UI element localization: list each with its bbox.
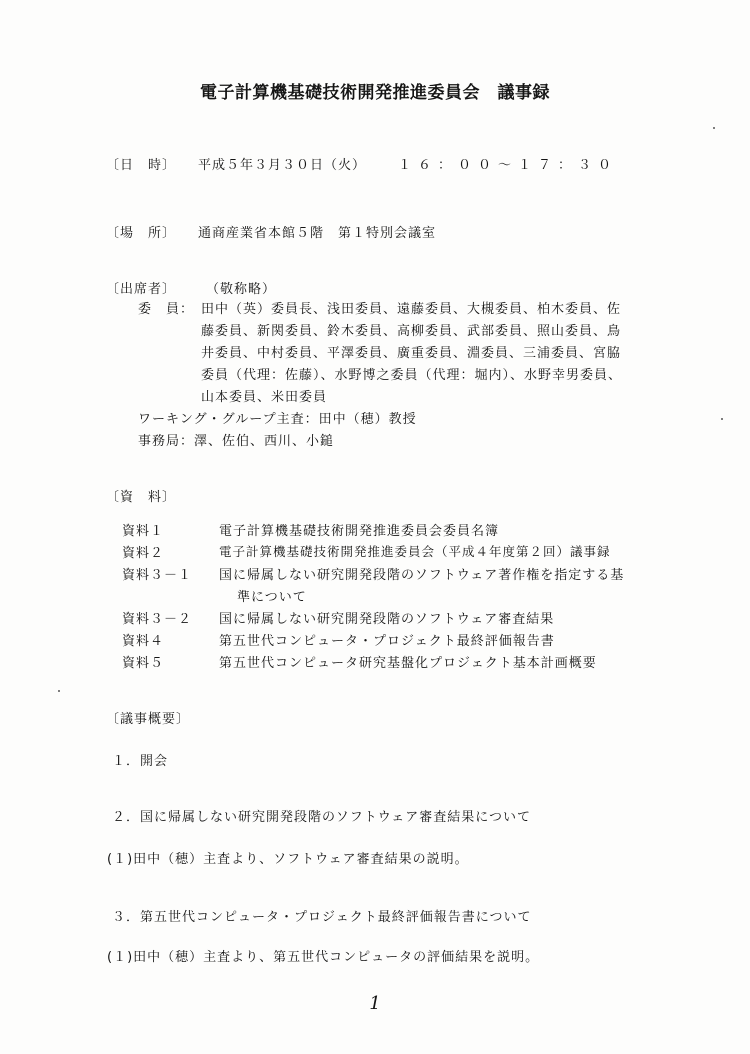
material-text: 電子計算機基礎技術開発推進委員会（平成４年度第２回）議事録 — [219, 544, 611, 559]
scan-speck — [58, 690, 60, 692]
members-line: 委員（代理：佐藤）、水野博之委員（代理：堀内）、水野幸男委員、 — [201, 368, 623, 383]
material-text: 第五世代コンピュータ・プロジェクト最終評価報告書 — [219, 634, 555, 649]
material-id: 資料４ — [122, 634, 165, 649]
summary-item-2-detail: (１)田中（穂）主査より、ソフトウェア審査結果の説明。 — [107, 852, 469, 867]
members-line: 井委員、中村委員、平澤委員、廣重委員、淵委員、三浦委員、宮脇 — [201, 346, 622, 361]
date-label: 〔日 時〕 — [106, 158, 177, 173]
members-line: 藤委員、新関委員、鈴木委員、高柳委員、武部委員、照山委員、鳥 — [201, 324, 622, 339]
summary-item-2: ２．国に帰属しない研究開発段階のソフトウェア審査結果について — [112, 810, 531, 825]
members-line: 山本委員、米田委員 — [201, 390, 328, 405]
scan-speck — [713, 127, 715, 129]
attendees-label: 〔出席者〕 — [106, 282, 177, 297]
material-id: 資料５ — [122, 656, 165, 671]
date-value: 平成５年３月３０日（火） — [198, 158, 367, 173]
time-value: １６：００〜１７：３０ — [398, 158, 619, 173]
scan-speck — [721, 418, 723, 420]
material-id: 資料２ — [122, 546, 165, 561]
members-line: 田中（英）委員長、浅田委員、遠藤委員、大槻委員、柏木委員、佐 — [201, 302, 622, 317]
place-value: 通商産業省本館５階 第１特別会議室 — [198, 226, 437, 241]
summary-item-3-detail: (１)田中（穂）主査より、第五世代コンピュータの評価結果を説明。 — [107, 950, 540, 965]
material-text: 電子計算機基礎技術開発推進委員会委員名簿 — [219, 524, 500, 539]
page-title: 電子計算機基礎技術開発推進委員会 議事録 — [200, 83, 550, 103]
summary-label: 〔議事概要〕 — [106, 712, 191, 727]
page-number: 1 — [369, 993, 381, 1014]
wg-chair-line: ワーキング・グループ主査：田中（穂）教授 — [138, 412, 417, 427]
material-text: 国に帰属しない研究開発段階のソフトウェア著作権を指定する基 — [219, 568, 625, 583]
members-label: 委 員： — [138, 302, 195, 317]
material-text-continued: 準について — [237, 590, 307, 605]
material-id: 資料３－１ — [122, 568, 193, 583]
material-text: 国に帰属しない研究開発段階のソフトウェア審査結果 — [219, 612, 555, 627]
material-id: 資料３－２ — [122, 612, 193, 627]
secretariat-line: 事務局：澤、佐伯、西川、小鎚 — [138, 434, 335, 449]
place-label: 〔場 所〕 — [106, 226, 177, 241]
material-text: 第五世代コンピュータ研究基盤化プロジェクト基本計画概要 — [219, 656, 597, 671]
summary-item-3: ３．第五世代コンピュータ・プロジェクト最終評価報告書について — [112, 910, 532, 925]
material-id: 資料１ — [122, 524, 165, 539]
summary-item-1: １．開会 — [112, 754, 169, 769]
materials-label: 〔資 料〕 — [106, 490, 177, 505]
attendees-note: （敬称略） — [206, 282, 277, 297]
